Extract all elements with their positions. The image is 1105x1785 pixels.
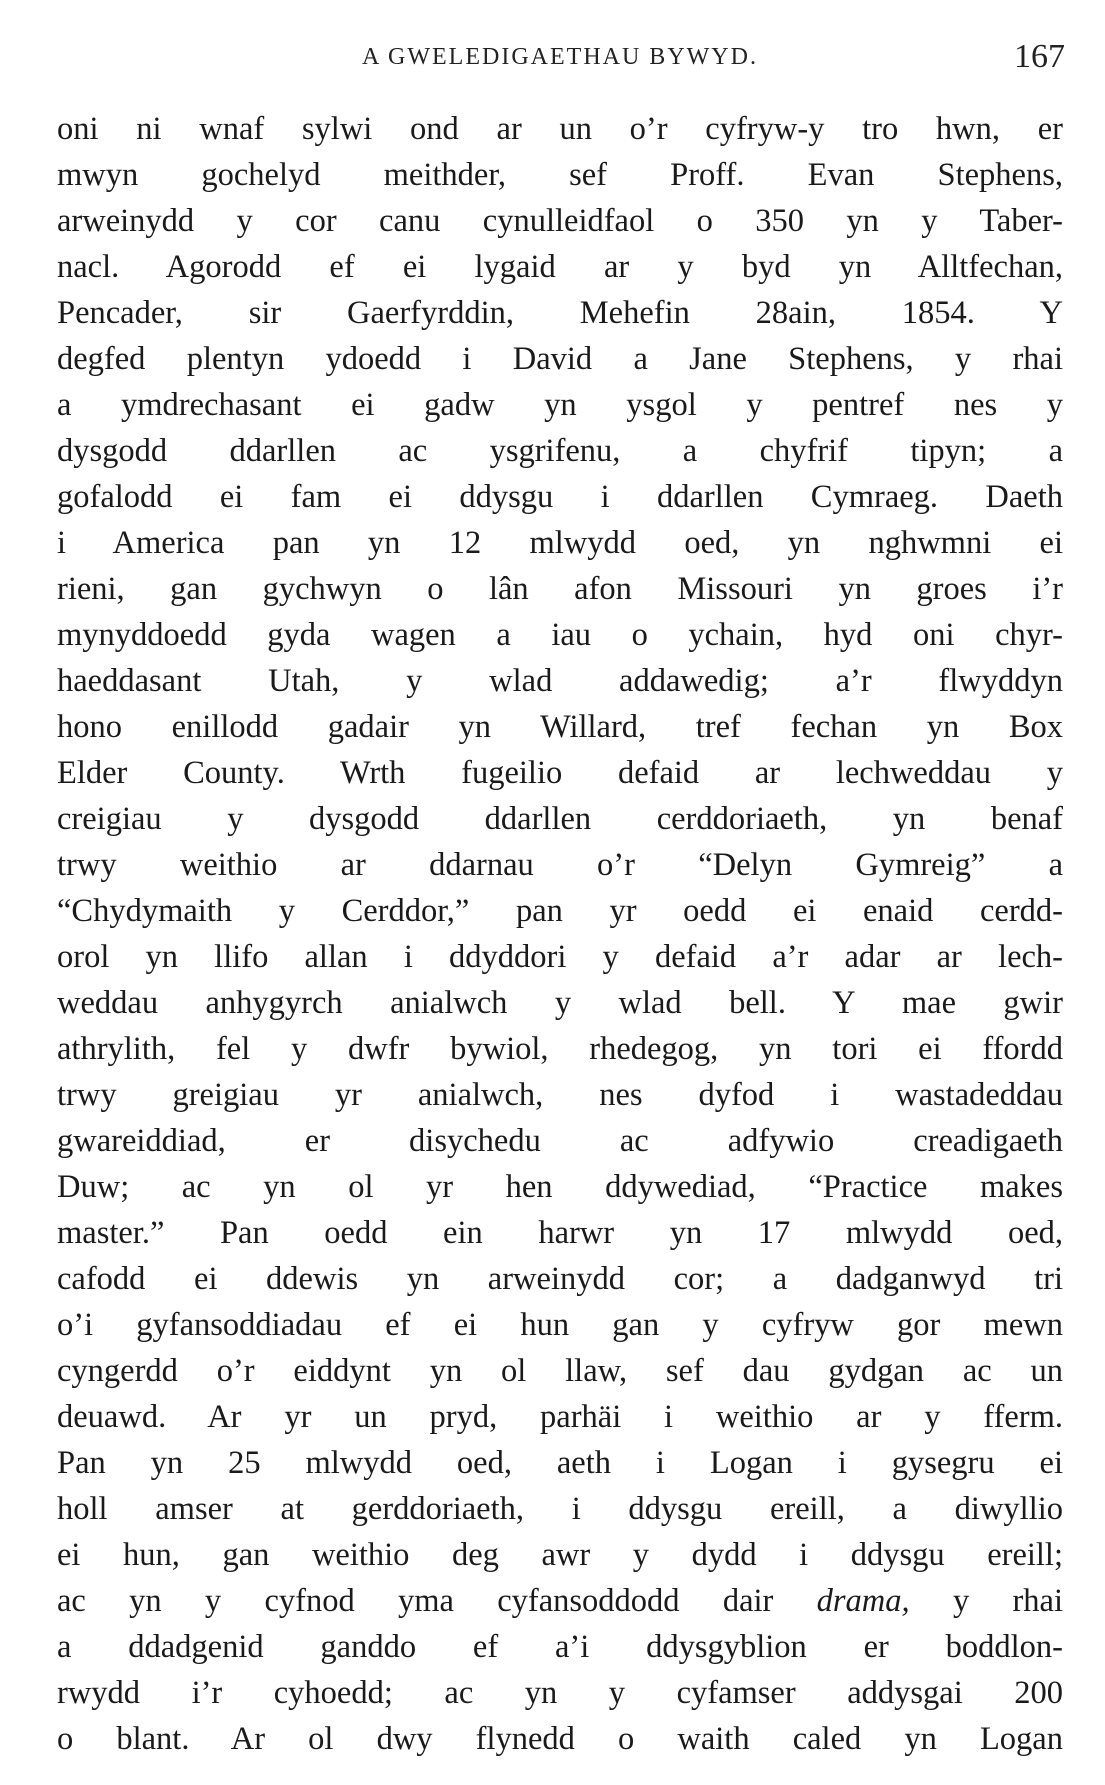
text-line-10: i America pan yn 12 mlwydd oed, yn nghwmni ei	[57, 525, 1063, 561]
text-line-15: Elder County. Wrth fugeilio defaid ar lechweddau y	[57, 755, 1063, 791]
text-line-33	[57, 1578, 1063, 1624]
text-line-9: gofalodd ei fam ei ddysgu i ddarllen Cymraeg. Daeth	[57, 479, 1063, 515]
text-line-31: holl amser at gerddoriaeth, i ddysgu ereill, a diwyllio	[57, 1491, 1063, 1527]
text-line-7: a ymdrechasant ei gadw yn ysgol y pentref nes y	[57, 387, 1063, 423]
text-line-22: trwy greigiau yr anialwch, nes dyfod i wastadeddau	[57, 1077, 1063, 1113]
text-line-25: master.” Pan oedd ein harwr yn 17 mlwydd oed,	[57, 1215, 1063, 1251]
body-text	[57, 106, 1063, 1762]
text-line-35: rwydd i’r cyhoedd; ac yn y cyfamser addysgai 200	[57, 1675, 1063, 1711]
text-line-33-start: ac yn y cyfnod yma cyfansoddodd dair	[57, 1583, 774, 1619]
running-title: A GWELEDIGAETHAU BYWYD.	[362, 44, 758, 70]
text-line-13: haeddasant Utah, y wlad addawedig; a’r flwyddyn	[57, 663, 1063, 699]
text-line-14: hono enillodd gadair yn Willard, tref fechan yn Box	[57, 709, 1063, 745]
text-line-6: degfed plentyn ydoedd i David a Jane Stephens, y rhai	[57, 341, 1063, 377]
text-line-16: creigiau y dysgodd ddarllen cerddoriaeth, yn benaf	[57, 801, 1063, 837]
text-line-36: o blant. Ar ol dwy flynedd o waith caled yn Logan	[57, 1721, 1063, 1757]
text-line-32: ei hun, gan weithio deg awr y dydd i ddysgu ereill;	[57, 1537, 1063, 1573]
text-line-24: Duw; ac yn ol yr hen ddywediad, “Practice makes	[57, 1169, 1063, 1205]
running-header	[55, 38, 1065, 88]
text-line-21: athrylith, fel y dwfr bywiol, rhedegog, yn tori ei ffordd	[57, 1031, 1063, 1067]
text-line-30: Pan yn 25 mlwydd oed, aeth i Logan i gysegru ei	[57, 1445, 1063, 1481]
text-line-20: weddau anhygyrch anialwch y wlad bell. Y mae gwir	[57, 985, 1063, 1021]
text-line-4: nacl. Agorodd ef ei lygaid ar y byd yn Alltfechan,	[57, 249, 1063, 285]
text-line-8: dysgodd ddarllen ac ysgrifenu, a chyfrif tipyn; a	[57, 433, 1063, 469]
page-number: 167	[1014, 38, 1065, 75]
text-line-12: mynyddoedd gyda wagen a iau o ychain, hyd oni chyr-	[57, 617, 1063, 653]
text-line-11: rieni, gan gychwyn o lân afon Missouri yn groes i’r	[57, 571, 1063, 607]
text-line-1: oni ni wnaf sylwi ond ar un o’r cyfryw-y tro hwn, er	[57, 111, 1063, 147]
text-line-27: o’i gyfansoddiadau ef ei hun gan y cyfryw gor mewn	[57, 1307, 1063, 1343]
text-line-19: orol yn llifo allan i ddyddori y defaid a’r adar ar lech-	[57, 939, 1063, 975]
text-line-18: “Chydymaith y Cerddor,” pan yr oedd ei enaid cerdd-	[57, 893, 1063, 929]
text-line-33-end: y rhai	[952, 1583, 1064, 1619]
text-line-34: a ddadgenid ganddo ef a’i ddysgyblion er boddlon-	[57, 1629, 1063, 1665]
text-line-23: gwareiddiad, er disychedu ac adfywio creadigaeth	[57, 1123, 1063, 1159]
text-line-2: mwyn gochelyd meithder, sef Proff. Evan Stephens,	[57, 157, 1063, 193]
text-line-28: cyngerdd o’r eiddynt yn ol llaw, sef dau gydgan ac un	[57, 1353, 1063, 1389]
text-line-3: arweinydd y cor canu cynulleidfaol o 350 yn y Taber-	[57, 203, 1063, 239]
text-line-5: Pencader, sir Gaerfyrddin, Mehefin 28ain, 1854. Y	[57, 295, 1063, 331]
italic-word-drama: drama,	[816, 1583, 910, 1619]
text-line-26: cafodd ei ddewis yn arweinydd cor; a dadganwyd tri	[57, 1261, 1063, 1297]
text-line-17: trwy weithio ar ddarnau o’r “Delyn Gymreig” a	[57, 847, 1063, 883]
text-line-29: deuawd. Ar yr un pryd, parhäi i weithio ar y fferm.	[57, 1399, 1063, 1435]
